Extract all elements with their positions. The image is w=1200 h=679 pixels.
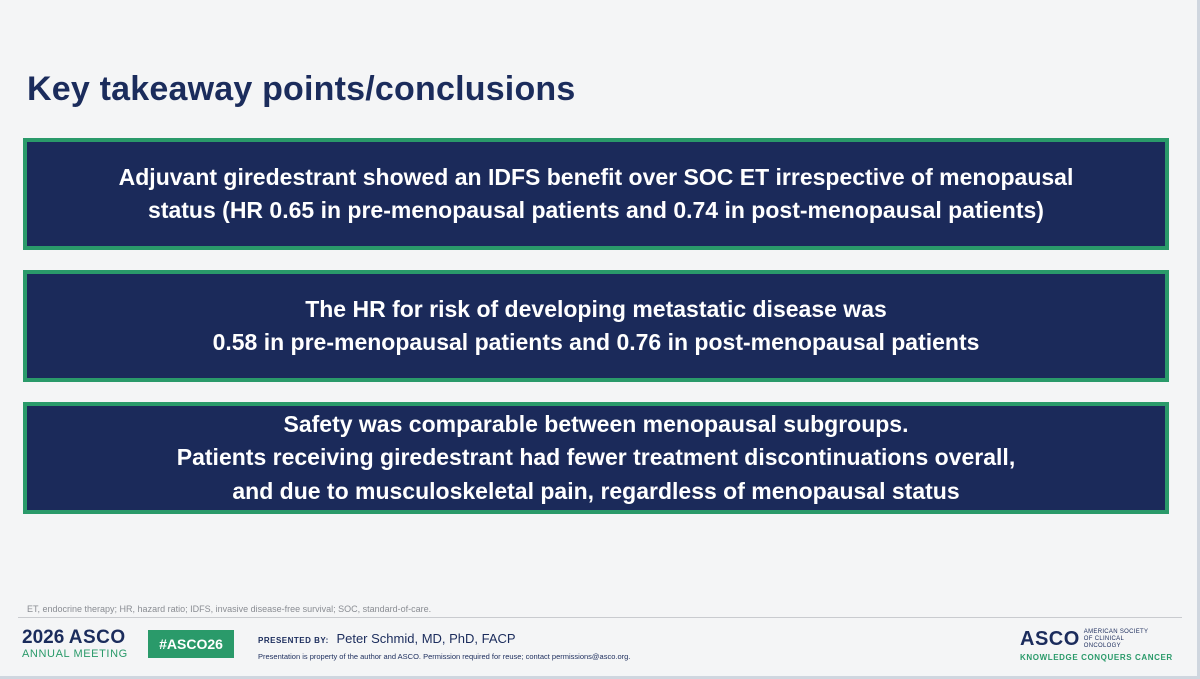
presenter-name: Peter Schmid, MD, PhD, FACP [336,631,516,646]
takeaway-2-line-1: The HR for risk of developing metastatic disease was [305,295,887,322]
meeting-org: ASCO [68,627,126,648]
takeaway-3-line-1: Safety was comparable between menopausal subgroups. [283,410,909,437]
slide-title: Key takeaway points/conclusions [27,70,576,108]
takeaway-3-line-2: Patients receiving giredestrant had fewer treatment discontinuations overall, [176,444,1016,471]
hashtag-badge: #ASCO26 [148,630,234,658]
abbreviations-footnote: ET, endocrine therapy; HR, hazard ratio; IDFS, invasive disease-free survival; SOC, standard-of-care. [27,604,432,614]
asco-tagline: KNOWLEDGE CONQUERS CANCER [1020,653,1173,662]
asco-society-name: AMERICAN SOCIETY OF CLINICAL ONCOLOGY [1083,629,1149,649]
copyright-notice: Presentation is property of the author and ASCO. Permission required for reuse; contact permissions@asco.org. [258,652,631,661]
asco-society-logo [1020,628,1178,662]
takeaway-3-line-3: and due to musculoskeletal pain, regardless of menopausal status [232,477,960,504]
presented-by-label: PRESENTED BY: [258,636,329,645]
meeting-subtitle: ANNUAL MEETING [22,648,128,660]
takeaway-box-1 [23,138,1169,250]
footer-divider [18,617,1182,618]
takeaway-2-line-2: 0.58 in pre-menopausal patients and 0.76 in post-menopausal patients [212,329,980,355]
annual-meeting-logo [22,628,128,660]
takeaway-box-2 [23,270,1169,382]
takeaway-box-3 [23,402,1169,514]
takeaway-1-line-1: Adjuvant giredestrant showed an IDFS benefit over SOC ET irrespective of menopausal [118,163,1074,190]
presented-by [258,631,516,646]
meeting-year: 2026 [22,627,65,648]
takeaway-1-line-2: status (HR 0.65 in pre-menopausal patients and 0.74 in post-menopausal patients) [148,197,1044,223]
asco-logo-mark: ASCO [1020,628,1080,650]
